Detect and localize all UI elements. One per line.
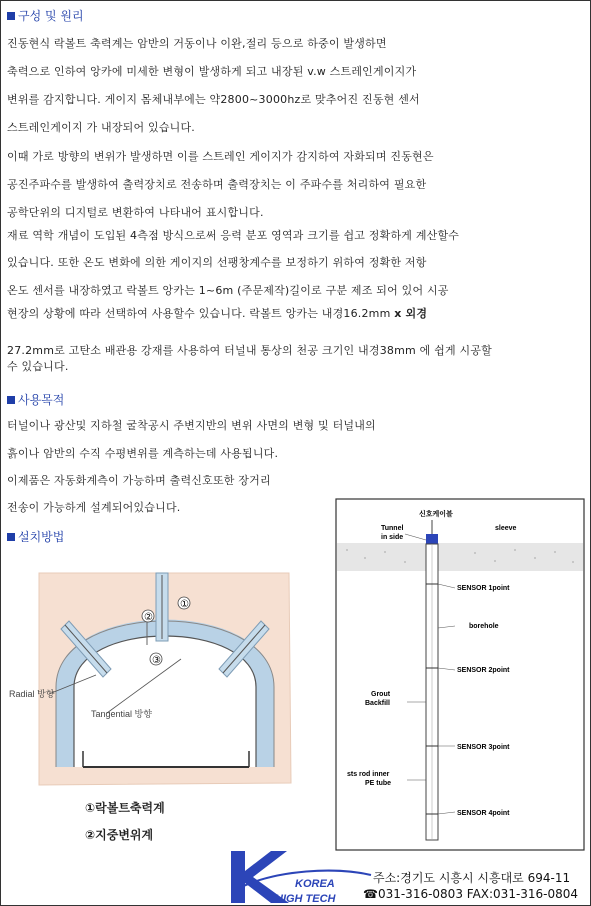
borehole-label: borehole — [469, 623, 499, 630]
principle-line: 공진주파수를 발생하여 출력장치로 전송하며 출력장치는 이 주파수를 처리하여 필요한 — [7, 178, 427, 191]
ground-surface — [337, 543, 583, 571]
footer-phone: ☎031-316-0803 FAX:031-316-0804 — [363, 887, 579, 901]
tangential-label: Tangential 방향 — [91, 709, 152, 719]
borehole-diagram — [335, 498, 585, 851]
sensor-1-label: SENSOR 1point — [457, 585, 510, 592]
marker-3: ③ — [152, 655, 161, 666]
principle-line: 27.2mm로 고탄소 배관용 강재를 사용하여 터널내 통상의 천공 크기인 내경38mm 에 쉽게 시공할 — [7, 344, 492, 357]
purpose-line: 흙이나 암반의 수직 수평변위를 계측하는데 사용됩니다. — [7, 447, 279, 460]
principle-line: 이때 가로 방향의 변위가 발생하면 이를 스트레인 게이지가 감지하여 자화되며 진동현은 — [7, 150, 434, 163]
rock-bolt-top — [156, 573, 168, 641]
tunnel-label: in side — [381, 534, 404, 541]
logo-text: HIGH TECH — [275, 893, 336, 905]
sleeve-label: sleeve — [495, 525, 517, 532]
principle-line: 수 있습니다. — [7, 360, 69, 373]
section-title-principle: 구성 및 원리 — [7, 7, 84, 24]
rod-label: sts rod inner — [347, 771, 390, 778]
grout-label: Grout — [371, 691, 391, 698]
square-bullet-icon — [7, 12, 15, 20]
tunnel-diagram — [1, 561, 301, 801]
marker-2: ② — [144, 612, 153, 623]
principle-line: 있습니다. 또한 온도 변화에 의한 게이지의 선팽창계수를 보정하기 위하여 정확한 저항 — [7, 256, 427, 269]
grout-label: Backfill — [365, 700, 390, 707]
marker-1: ① — [180, 599, 189, 610]
square-bullet-icon — [7, 533, 15, 541]
rod-label: PE tube — [365, 780, 392, 787]
logo-text: KOREA — [295, 878, 335, 890]
principle-line: 공학단위의 디지털로 변환하여 나타내어 표시합니다. — [7, 206, 264, 219]
square-bullet-icon — [7, 396, 15, 404]
principle-line: 진동현식 락볼트 축력계는 암반의 거동이나 이완,절리 등으로 하중이 발생하면 — [7, 37, 387, 50]
principle-line: 현장의 상황에 따라 선택하여 사용할수 있습니다. 락볼트 앙카는 내경16.2mm x 외경 — [7, 307, 428, 320]
tunnel-opening — [74, 636, 256, 767]
section-title-purpose: 사용목적 — [7, 391, 64, 408]
principle-line: 축력으로 인하여 앙카에 미세한 변형이 발생하게 되고 내장된 v.w 스트레인게이지가 — [7, 65, 417, 78]
cable-connector — [426, 534, 438, 544]
cable-label: 신호케이블 — [419, 511, 453, 518]
tunnel-label: Tunnel — [381, 525, 404, 532]
principle-line: 온도 센서를 내장하였고 락볼트 앙카는 1~6m (주문제작)길이로 구분 제조 되어 있어 시공 — [7, 284, 449, 297]
legend-rock-bolt: ①락볼트축력계 — [85, 801, 165, 815]
principle-line: 스트레인게이지 가 내장되어 있습니다. — [7, 121, 196, 134]
legend-extensometer: ②지중변위계 — [85, 828, 154, 842]
company-logo — [227, 849, 372, 905]
purpose-line: 전송이 가능하게 설계되어있습니다. — [7, 501, 181, 514]
sensor-2-label: SENSOR 2point — [457, 667, 510, 674]
radial-label: Radial 방향 — [9, 689, 55, 699]
footer-address: 주소:경기도 시흥시 시흥대로 694-11 — [373, 871, 571, 885]
principle-line: 변위를 감지합니다. 게이지 몸체내부에는 약2800~3000hz로 맞추어진 진동현 센서 — [7, 93, 420, 106]
purpose-line: 터널이나 광산및 지하철 굴착공시 주변지반의 변위 사면의 변형 및 터널내의 — [7, 419, 376, 432]
purpose-line: 이제품은 자동화계측이 가능하며 출력신호또한 장거리 — [7, 474, 271, 487]
principle-line: 재료 역학 개념이 도입된 4측점 방식으로써 응력 분포 영역과 크기를 쉽고 정확하게 계산할수 — [7, 229, 460, 242]
sensor-4-label: SENSOR 4point — [457, 810, 510, 817]
sensor-3-label: SENSOR 3point — [457, 744, 510, 751]
section-title-install: 설치방법 — [7, 528, 64, 545]
